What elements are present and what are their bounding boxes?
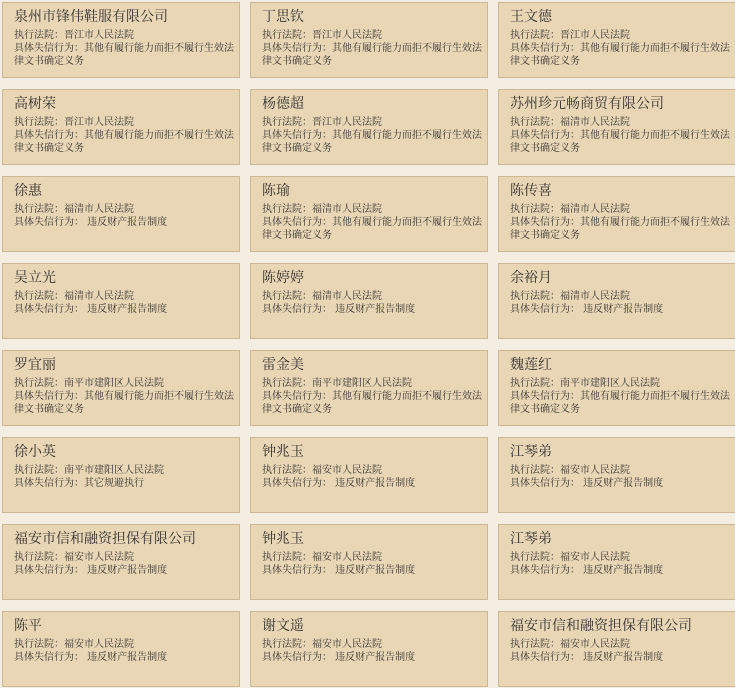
behavior-value: 违反财产报告制度 — [84, 652, 168, 663]
court-label: 执行法院： — [510, 552, 560, 563]
behavior-line — [262, 564, 484, 577]
behavior-label: 具体失信行为： — [510, 217, 580, 228]
defaulter-card[interactable] — [250, 611, 488, 687]
defaulter-card[interactable] — [498, 2, 735, 78]
court-label: 执行法院： — [262, 117, 312, 128]
behavior-line — [14, 564, 236, 577]
behavior-line — [510, 564, 732, 577]
behavior-line — [14, 651, 236, 664]
behavior-label: 具体失信行为： — [262, 43, 332, 54]
court-label: 执行法院： — [510, 204, 560, 215]
defaulter-name[interactable]: 吴立光 — [14, 270, 56, 286]
court-line — [14, 551, 239, 564]
court-value: 晋江市人民法院 — [312, 117, 382, 128]
behavior-label: 具体失信行为： — [14, 391, 84, 402]
court-label: 执行法院： — [510, 30, 560, 41]
behavior-line — [262, 303, 484, 316]
behavior-line — [262, 129, 484, 155]
court-value: 福安市人民法院 — [560, 552, 630, 563]
behavior-label: 具体失信行为： — [14, 217, 84, 228]
court-value: 南平市建阳区人民法院 — [312, 378, 412, 389]
court-line — [510, 638, 735, 651]
behavior-label: 具体失信行为： — [510, 565, 580, 576]
behavior-label: 具体失信行为： — [510, 652, 580, 663]
behavior-line — [510, 390, 732, 416]
court-line — [510, 290, 735, 303]
behavior-label: 具体失信行为： — [510, 304, 580, 315]
defaulter-name[interactable]: 福安市信和融资担保有限公司 — [510, 618, 692, 634]
behavior-line — [262, 390, 484, 416]
defaulter-card[interactable] — [2, 437, 240, 513]
behavior-value: 违反财产报告制度 — [580, 478, 664, 489]
defaulter-card[interactable] — [250, 2, 488, 78]
court-value: 福安市人民法院 — [64, 639, 134, 650]
behavior-label: 具体失信行为： — [14, 304, 84, 315]
court-label: 执行法院： — [14, 465, 64, 476]
court-value: 福安市人民法院 — [312, 552, 382, 563]
court-line — [262, 377, 487, 390]
defaulter-name[interactable]: 陈婷婷 — [262, 270, 304, 286]
defaulter-card[interactable] — [250, 176, 488, 252]
court-line — [262, 551, 487, 564]
behavior-label: 具体失信行为： — [262, 652, 332, 663]
defaulter-name[interactable]: 余裕月 — [510, 270, 552, 286]
court-label: 执行法院： — [14, 117, 64, 128]
behavior-line — [510, 303, 732, 316]
behavior-label: 具体失信行为： — [262, 217, 332, 228]
court-label: 执行法院： — [510, 378, 560, 389]
defaulter-name[interactable]: 苏州珍元畅商贸有限公司 — [510, 96, 664, 112]
defaulter-card[interactable] — [2, 89, 240, 165]
court-value: 晋江市人民法院 — [560, 30, 630, 41]
defaulter-name[interactable]: 雷金美 — [262, 357, 304, 373]
defaulter-name[interactable]: 罗宜丽 — [14, 357, 56, 373]
behavior-line — [14, 303, 236, 316]
defaulter-card[interactable] — [250, 437, 488, 513]
behavior-value: 违反财产报告制度 — [332, 652, 416, 663]
defaulter-card[interactable] — [498, 263, 735, 339]
behavior-label: 具体失信行为： — [14, 652, 84, 663]
court-line — [510, 377, 735, 390]
behavior-label: 具体失信行为： — [262, 478, 332, 489]
defaulter-name[interactable]: 陈传喜 — [510, 183, 552, 199]
behavior-label: 具体失信行为： — [262, 565, 332, 576]
court-line — [510, 116, 735, 129]
behavior-line — [510, 216, 732, 242]
defaulter-name[interactable]: 王文德 — [510, 9, 552, 25]
court-line — [510, 29, 735, 42]
behavior-value: 其它规避执行 — [84, 478, 144, 489]
defaulter-name[interactable]: 高树荣 — [14, 96, 56, 112]
behavior-label: 具体失信行为： — [510, 130, 580, 141]
court-label: 执行法院： — [262, 204, 312, 215]
court-line — [510, 551, 735, 564]
behavior-value: 违反财产报告制度 — [84, 565, 168, 576]
court-value: 福清市人民法院 — [560, 204, 630, 215]
behavior-label: 具体失信行为： — [262, 304, 332, 315]
behavior-line — [14, 390, 236, 416]
court-label: 执行法院： — [262, 291, 312, 302]
behavior-value: 其他有履行能力而拒不履行生效法律文书确定义务 — [262, 217, 482, 241]
defaulter-name[interactable]: 江琴弟 — [510, 531, 552, 547]
defaulter-name[interactable]: 谢文遥 — [262, 618, 304, 634]
court-label: 执行法院： — [14, 291, 64, 302]
defaulter-name[interactable]: 泉州市锋伟鞋服有限公司 — [14, 9, 168, 25]
behavior-line — [510, 651, 732, 664]
court-label: 执行法院： — [262, 465, 312, 476]
court-line — [14, 116, 239, 129]
court-line — [262, 638, 487, 651]
court-label: 执行法院： — [510, 291, 560, 302]
behavior-label: 具体失信行为： — [510, 43, 580, 54]
court-label: 执行法院： — [262, 552, 312, 563]
court-label: 执行法院： — [510, 639, 560, 650]
court-value: 南平市建阳区人民法院 — [560, 378, 660, 389]
behavior-label: 具体失信行为： — [262, 130, 332, 141]
behavior-value: 其他有履行能力而拒不履行生效法律文书确定义务 — [510, 43, 730, 67]
behavior-label: 具体失信行为： — [510, 391, 580, 402]
court-label: 执行法院： — [262, 639, 312, 650]
behavior-value: 违反财产报告制度 — [580, 652, 664, 663]
behavior-label: 具体失信行为： — [14, 478, 84, 489]
defaulter-card[interactable] — [2, 176, 240, 252]
behavior-label: 具体失信行为： — [14, 565, 84, 576]
defaulter-name[interactable]: 徐小英 — [14, 444, 56, 460]
court-value: 福安市人民法院 — [312, 639, 382, 650]
defaulter-name[interactable]: 杨德超 — [262, 96, 304, 112]
court-line — [14, 464, 239, 477]
court-label: 执行法院： — [510, 465, 560, 476]
defaulter-card[interactable] — [2, 350, 240, 426]
court-label: 执行法院： — [510, 117, 560, 128]
behavior-label: 具体失信行为： — [262, 391, 332, 402]
defaulter-card[interactable] — [2, 611, 240, 687]
court-line — [262, 116, 487, 129]
defaulter-name[interactable]: 魏莲红 — [510, 357, 552, 373]
defaulter-name[interactable]: 丁思钦 — [262, 9, 304, 25]
defaulter-card[interactable] — [2, 263, 240, 339]
court-value: 福清市人民法院 — [560, 291, 630, 302]
defaulter-card[interactable] — [2, 2, 240, 78]
court-line — [262, 290, 487, 303]
behavior-value: 其他有履行能力而拒不履行生效法律文书确定义务 — [14, 391, 234, 415]
behavior-value: 其他有履行能力而拒不履行生效法律文书确定义务 — [262, 43, 482, 67]
court-label: 执行法院： — [262, 30, 312, 41]
behavior-line — [14, 42, 236, 68]
behavior-value: 违反财产报告制度 — [332, 478, 416, 489]
defaulter-name[interactable]: 福安市信和融资担保有限公司 — [14, 531, 196, 547]
defaulter-name[interactable]: 陈瑜 — [262, 183, 290, 199]
behavior-line — [510, 42, 732, 68]
behavior-value: 违反财产报告制度 — [332, 304, 416, 315]
behavior-value: 违反财产报告制度 — [84, 217, 168, 228]
defaulter-name[interactable]: 徐惠 — [14, 183, 42, 199]
court-line — [14, 203, 239, 216]
behavior-line — [14, 477, 236, 490]
behavior-line — [262, 216, 484, 242]
court-value: 福清市人民法院 — [312, 204, 382, 215]
behavior-line — [14, 216, 236, 229]
court-line — [510, 203, 735, 216]
court-value: 福安市人民法院 — [312, 465, 382, 476]
behavior-value: 违反财产报告制度 — [580, 304, 664, 315]
defaulter-card[interactable] — [250, 263, 488, 339]
court-value: 福安市人民法院 — [64, 552, 134, 563]
defaulter-card[interactable] — [250, 350, 488, 426]
behavior-label: 具体失信行为： — [14, 43, 84, 54]
defaulter-name[interactable]: 江琴弟 — [510, 444, 552, 460]
behavior-value: 其他有履行能力而拒不履行生效法律文书确定义务 — [14, 43, 234, 67]
court-label: 执行法院： — [14, 378, 64, 389]
court-label: 执行法院： — [14, 552, 64, 563]
court-value: 福安市人民法院 — [560, 639, 630, 650]
court-line — [262, 464, 487, 477]
behavior-line — [510, 129, 732, 155]
defaulter-card[interactable] — [498, 437, 735, 513]
behavior-line — [262, 42, 484, 68]
behavior-value: 其他有履行能力而拒不履行生效法律文书确定义务 — [510, 391, 730, 415]
behavior-value: 违反财产报告制度 — [580, 565, 664, 576]
defaulter-card[interactable] — [498, 89, 735, 165]
behavior-line — [262, 651, 484, 664]
court-line — [14, 638, 239, 651]
behavior-label: 具体失信行为： — [510, 478, 580, 489]
court-value: 福清市人民法院 — [560, 117, 630, 128]
behavior-line — [510, 477, 732, 490]
court-line — [262, 29, 487, 42]
behavior-line — [14, 129, 236, 155]
defaulter-card[interactable] — [498, 176, 735, 252]
behavior-line — [262, 477, 484, 490]
court-value: 福清市人民法院 — [64, 204, 134, 215]
court-line — [14, 377, 239, 390]
court-value: 南平市建阳区人民法院 — [64, 378, 164, 389]
court-line — [14, 29, 239, 42]
defaulter-name[interactable]: 钟兆玉 — [262, 531, 304, 547]
defaulter-card[interactable] — [2, 524, 240, 600]
behavior-label: 具体失信行为： — [14, 130, 84, 141]
court-line — [510, 464, 735, 477]
behavior-value: 违反财产报告制度 — [332, 565, 416, 576]
defaulter-card[interactable] — [250, 89, 488, 165]
behavior-value: 其他有履行能力而拒不履行生效法律文书确定义务 — [510, 130, 730, 154]
behavior-value: 其他有履行能力而拒不履行生效法律文书确定义务 — [14, 130, 234, 154]
court-label: 执行法院： — [262, 378, 312, 389]
behavior-value: 其他有履行能力而拒不履行生效法律文书确定义务 — [510, 217, 730, 241]
court-label: 执行法院： — [14, 639, 64, 650]
behavior-value: 其他有履行能力而拒不履行生效法律文书确定义务 — [262, 391, 482, 415]
court-value: 南平市建阳区人民法院 — [64, 465, 164, 476]
court-value: 福清市人民法院 — [64, 291, 134, 302]
defaulter-card[interactable] — [250, 524, 488, 600]
court-line — [14, 290, 239, 303]
court-label: 执行法院： — [14, 204, 64, 215]
court-value: 晋江市人民法院 — [64, 30, 134, 41]
defaulter-name[interactable]: 陈平 — [14, 618, 42, 634]
court-label: 执行法院： — [14, 30, 64, 41]
court-value: 晋江市人民法院 — [312, 30, 382, 41]
court-value: 晋江市人民法院 — [64, 117, 134, 128]
court-value: 福安市人民法院 — [560, 465, 630, 476]
behavior-value: 违反财产报告制度 — [84, 304, 168, 315]
defaulter-card[interactable] — [498, 611, 735, 687]
defaulter-card[interactable] — [498, 524, 735, 600]
court-line — [262, 203, 487, 216]
court-value: 福清市人民法院 — [312, 291, 382, 302]
behavior-value: 其他有履行能力而拒不履行生效法律文书确定义务 — [262, 130, 482, 154]
defaulter-name[interactable]: 钟兆玉 — [262, 444, 304, 460]
defaulter-card[interactable] — [498, 350, 735, 426]
